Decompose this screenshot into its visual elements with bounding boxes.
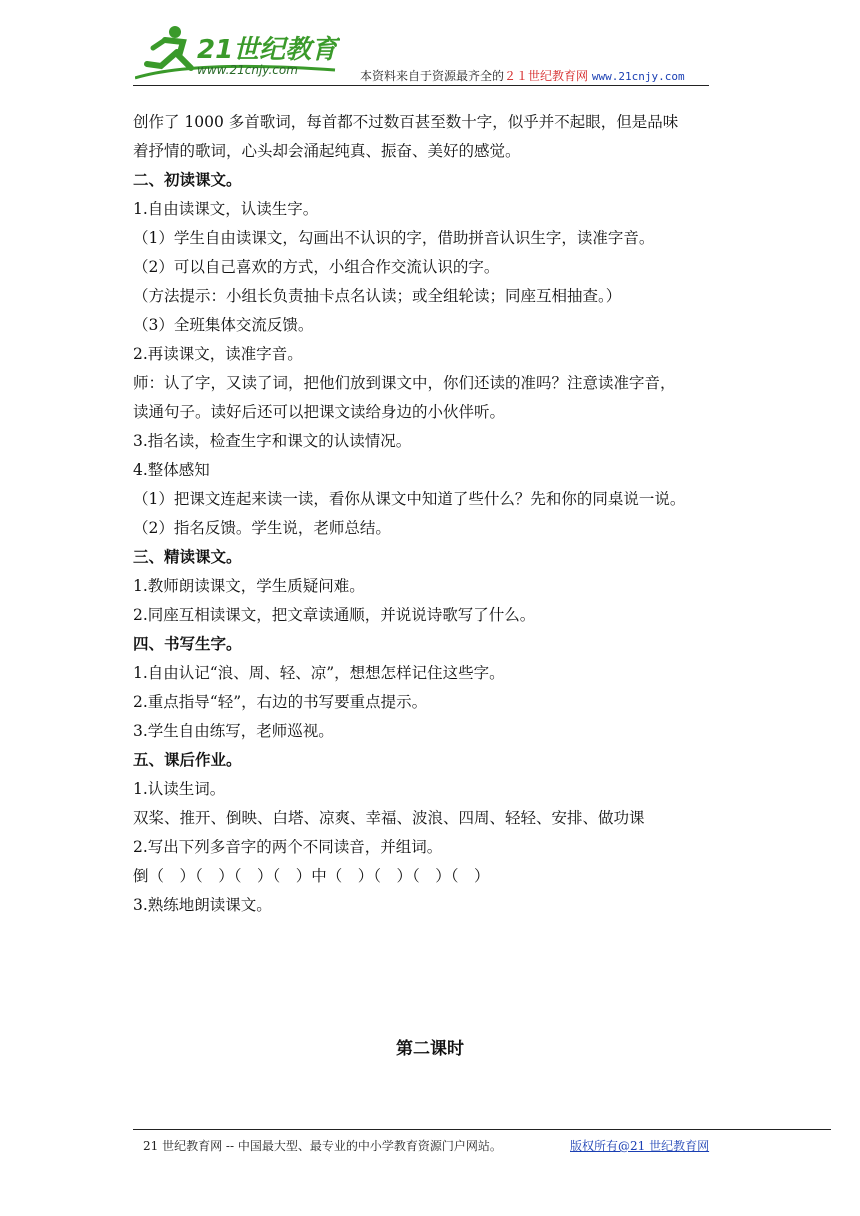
paragraph-line: （方法提示：小组长负责抽卡点名认读；或全组轮读；同座互相抽查。） — [133, 287, 622, 305]
paragraph-line: 创作了 1000 多首歌词，每首都不过数百甚至数十字，似乎并不起眼，但是品味 — [133, 113, 679, 131]
paragraph-line: （2）指名反馈。学生说，老师总结。 — [133, 519, 391, 537]
paragraph-line: 2.重点指导“轻”，右边的书写要重点提示。 — [133, 693, 428, 711]
header-divider — [133, 85, 709, 86]
section-title: 第二课时 — [396, 1039, 464, 1059]
paragraph-line: 2.再读课文，读准字音。 — [133, 345, 303, 363]
header-url-link[interactable]: www.21cnjy.com — [591, 70, 685, 83]
paragraph-line: 1.自由认记“浪、周、轻、凉”，想想怎样记住这些字。 — [133, 664, 505, 682]
footer-divider — [133, 1129, 831, 1130]
paragraph-line: 1.教师朗读课文，学生质疑问难。 — [133, 577, 365, 595]
page-header — [0, 0, 860, 90]
paragraph-line: 3.熟练地朗读课文。 — [133, 896, 272, 914]
section-heading: 三、精读课文。 — [133, 548, 242, 566]
svg-text:www.21cnjy.com: www.21cnjy.com — [197, 63, 298, 77]
paragraph-line: 1.认读生词。 — [133, 780, 226, 798]
paragraph-line: （2）可以自己喜欢的方式，小组合作交流认识的字。 — [133, 258, 500, 276]
header-brand: ２１世纪教育网 — [504, 69, 589, 83]
paragraph-line: 师：认了字，又读了词，把他们放到课文中，你们还读的准吗？注意读准字音， — [133, 374, 676, 392]
paragraph-line: 双桨、推开、倒映、白塔、凉爽、幸福、波浪、四周、轻轻、安排、做功课 — [133, 809, 645, 827]
paragraph-line: 2.同座互相读课文，把文章读通顺，并说说诗歌写了什么。 — [133, 606, 536, 624]
section-heading: 四、书写生字。 — [133, 635, 242, 653]
section-heading: 五、课后作业。 — [133, 751, 242, 769]
paragraph-line: （1）把课文连起来读一读，看你从课文中知道了些什么？先和你的同桌说一说。 — [133, 490, 686, 508]
paragraph-line: （3）全班集体交流反馈。 — [133, 316, 314, 334]
document-body — [133, 108, 733, 920]
paragraph-line: 1.自由读课文，认读生字。 — [133, 200, 319, 218]
footer-text: 21 世纪教育网 -- 中国最大型、最专业的中小学教育资源门户网站。 — [143, 1139, 502, 1153]
svg-text:21世纪教育: 21世纪教育 — [197, 35, 338, 65]
paragraph-line: 2.写出下列多音字的两个不同读音，并组词。 — [133, 838, 443, 856]
footer-copyright-link[interactable]: 版权所有@21 世纪教育网 — [570, 1139, 710, 1153]
paragraph-line: 4.整体感知 — [133, 461, 210, 479]
paragraph-line: 3.指名读，检查生字和课文的认读情况。 — [133, 432, 412, 450]
paragraph-line: （1）学生自由读课文，勾画出不认识的字，借助拼音认识生字，读准字音。 — [133, 229, 655, 247]
logo-21cnjy — [135, 22, 340, 84]
paragraph-line: 读通句子。读好后还可以把课文读给身边的小伙伴听。 — [133, 403, 506, 421]
section-heading: 二、初读课文。 — [133, 171, 242, 189]
paragraph-line: 着抒情的歌词，心头却会涌起纯真、振奋、美好的感觉。 — [133, 142, 521, 160]
header-note: 本资料来自于资源最齐全的２１世纪教育网 www.21cnjy.com — [360, 69, 685, 83]
paragraph-line: 倒（ ）（ ）（ ）（ ）中（ ）（ ）（ ）（ ） — [133, 867, 490, 885]
paragraph-line: 3.学生自由练写，老师巡视。 — [133, 722, 334, 740]
